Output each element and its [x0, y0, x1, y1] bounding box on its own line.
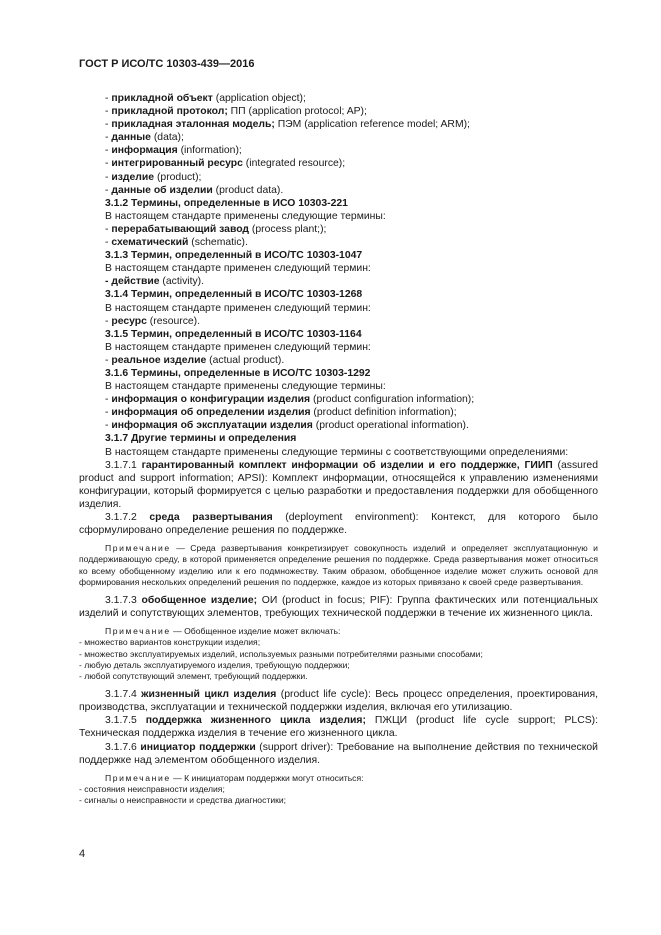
note-list-item: - любой сопутствующий элемент, требующий поддержки.: [79, 671, 308, 681]
term-3-1-7-1: 3.1.7.1 гарантированный комплект информации об изделии и его поддержке, ГИИП (assured product and support information; APSI): Комплект информации, относящейся к управлению изменениями конфигурации, который формируется с целью разработки и предоставления поддержки для обобщенного изделия.: [79, 459, 598, 510]
list-item: - схематический (schematic).: [105, 237, 248, 249]
list-item: - прикладной протокол; ПП (application protocol; AP);: [105, 106, 367, 118]
list-item: - информация (information);: [105, 145, 242, 157]
note-support-driver: Примечание — К инициаторам поддержки могут относиться: - состояния неисправности изделия; - сигналы о неисправности и средства диагностики;: [79, 773, 598, 807]
note-list-item: - состояния неисправности изделия;: [79, 783, 225, 794]
note-product-in-focus: Примечание — Обобщенное изделие может включать: - множество вариантов конструкции изделия; - множество эксплуатируемых изделий, используемых разными потребителями разными способами; - любую деталь эксплуатируемого изделия, требующую поддержки; - любой сопутствующий элемент, требующий поддержки.: [79, 626, 598, 682]
list-item: - прикладной объект (application object);: [105, 93, 306, 104]
note-list-item: - множество эксплуатируемых изделий, используемых разными потребителями разными способами;: [79, 648, 483, 659]
page-number: 4: [79, 848, 86, 860]
list-item: - данные (data);: [105, 132, 184, 144]
section-heading-3-1-4: 3.1.4 Термин, определенный в ИСО/ТС 10303-1268: [105, 289, 363, 301]
section-heading-3-1-6: 3.1.6 Термины, определенные в ИСО/ТС 10303-1292: [105, 367, 371, 379]
term-3-1-7-6: 3.1.7.6 инициатор поддержки (support driver): Требование на выполнение действия по технической поддержке над элементом обобщенного изделия.: [79, 741, 598, 766]
page-content: [79, 92, 599, 812]
section-heading-3-1-2: 3.1.2 Термины, определенные в ИСО 10303-221: [105, 197, 348, 209]
section-heading-3-1-5: 3.1.5 Термин, определенный в ИСО/ТС 10303-1164: [105, 328, 362, 340]
term-3-1-7-3: 3.1.7.3 обобщенное изделие; ОИ (product in focus; PIF): Группа фактических или потенциальных изделий и сопутствующих элементов, требующих технической поддержки в течение их жизненного цикла.: [79, 595, 599, 620]
section-intro: В настоящем стандарте применен следующий термин:: [105, 263, 371, 275]
list-item: - информация об эксплуатации изделия (product operational information).: [105, 420, 469, 432]
section-heading-3-1-3: 3.1.3 Термин, определенный в ИСО/ТС 10303-1047: [105, 250, 363, 262]
list-item: - реальное изделие (actual product).: [105, 354, 285, 366]
note-list-item: - любую деталь эксплуатируемого изделия, требующую поддержки;: [79, 659, 350, 670]
list-item: - прикладная эталонная модель; ПЭМ (application reference model; ARM);: [105, 119, 470, 131]
section-intro: В настоящем стандарте применены следующие термины:: [105, 381, 386, 393]
section-intro: В настоящем стандарте применены следующие термины с соответствующими определениями:: [105, 446, 569, 458]
list-item: - данные об изделии (product data).: [105, 184, 284, 196]
list-item: - ресурс (resource).: [105, 315, 201, 327]
list-item: - перерабатывающий завод (process plant;);: [105, 223, 327, 235]
term-3-1-7-2: 3.1.7.2 среда развертывания (deployment environment): Контекст, для которого было сформулировано определение решения по поддержке.: [79, 512, 598, 537]
note-list-item: - множество вариантов конструкции изделия;: [79, 637, 261, 648]
document-header: ГОСТ Р ИСО/ТС 10303-439—2016: [79, 58, 255, 70]
note-deployment-environment: Примечание — Среда развертывания конкретизирует совокупность изделий и определяет эксплуатационную и поддерживающую среду, в которой применяется определение решения по поддержке. Среда развертывания может относиться ко всему обобщенному изделию или к его подмножеству. Таким образом, обобщенное изделие может служить основой для формирования нескольких определений решения по поддержке, каждое из которых привязано к своей среде развертывания.: [79, 543, 598, 587]
section-intro: В настоящем стандарте применены следующие термины:: [105, 210, 386, 222]
term-list-intro: [105, 92, 598, 197]
note-list-item: - сигналы о неисправности и средства диагностики;: [79, 795, 287, 806]
term-3-1-7-5: 3.1.7.5 поддержка жизненного цикла изделия; ПЖЦИ (product life cycle support; PLCS): Техническая поддержка изделия в течение его жизненного цикла.: [79, 715, 598, 740]
term-3-1-7-4: 3.1.7.4 жизненный цикл изделия (product life cycle): Весь процесс определения, проектирования, производства, эксплуатации и технической поддержки изделия, включая его утилизацию.: [79, 689, 599, 714]
list-item: - интегрированный ресурс (integrated resource);: [105, 158, 346, 170]
section-intro: В настоящем стандарте применен следующий термин:: [105, 341, 371, 353]
section-intro: В настоящем стандарте применен следующий термин:: [105, 302, 371, 314]
section-heading-3-1-7: 3.1.7 Другие термины и определения: [105, 433, 297, 445]
list-item: - действие (activity).: [105, 276, 204, 288]
list-item: - изделие (product);: [105, 171, 202, 183]
list-item: - информация об определении изделия (product definition information);: [105, 407, 457, 419]
list-item: - информация о конфигурации изделия (product configuration information);: [105, 394, 475, 406]
